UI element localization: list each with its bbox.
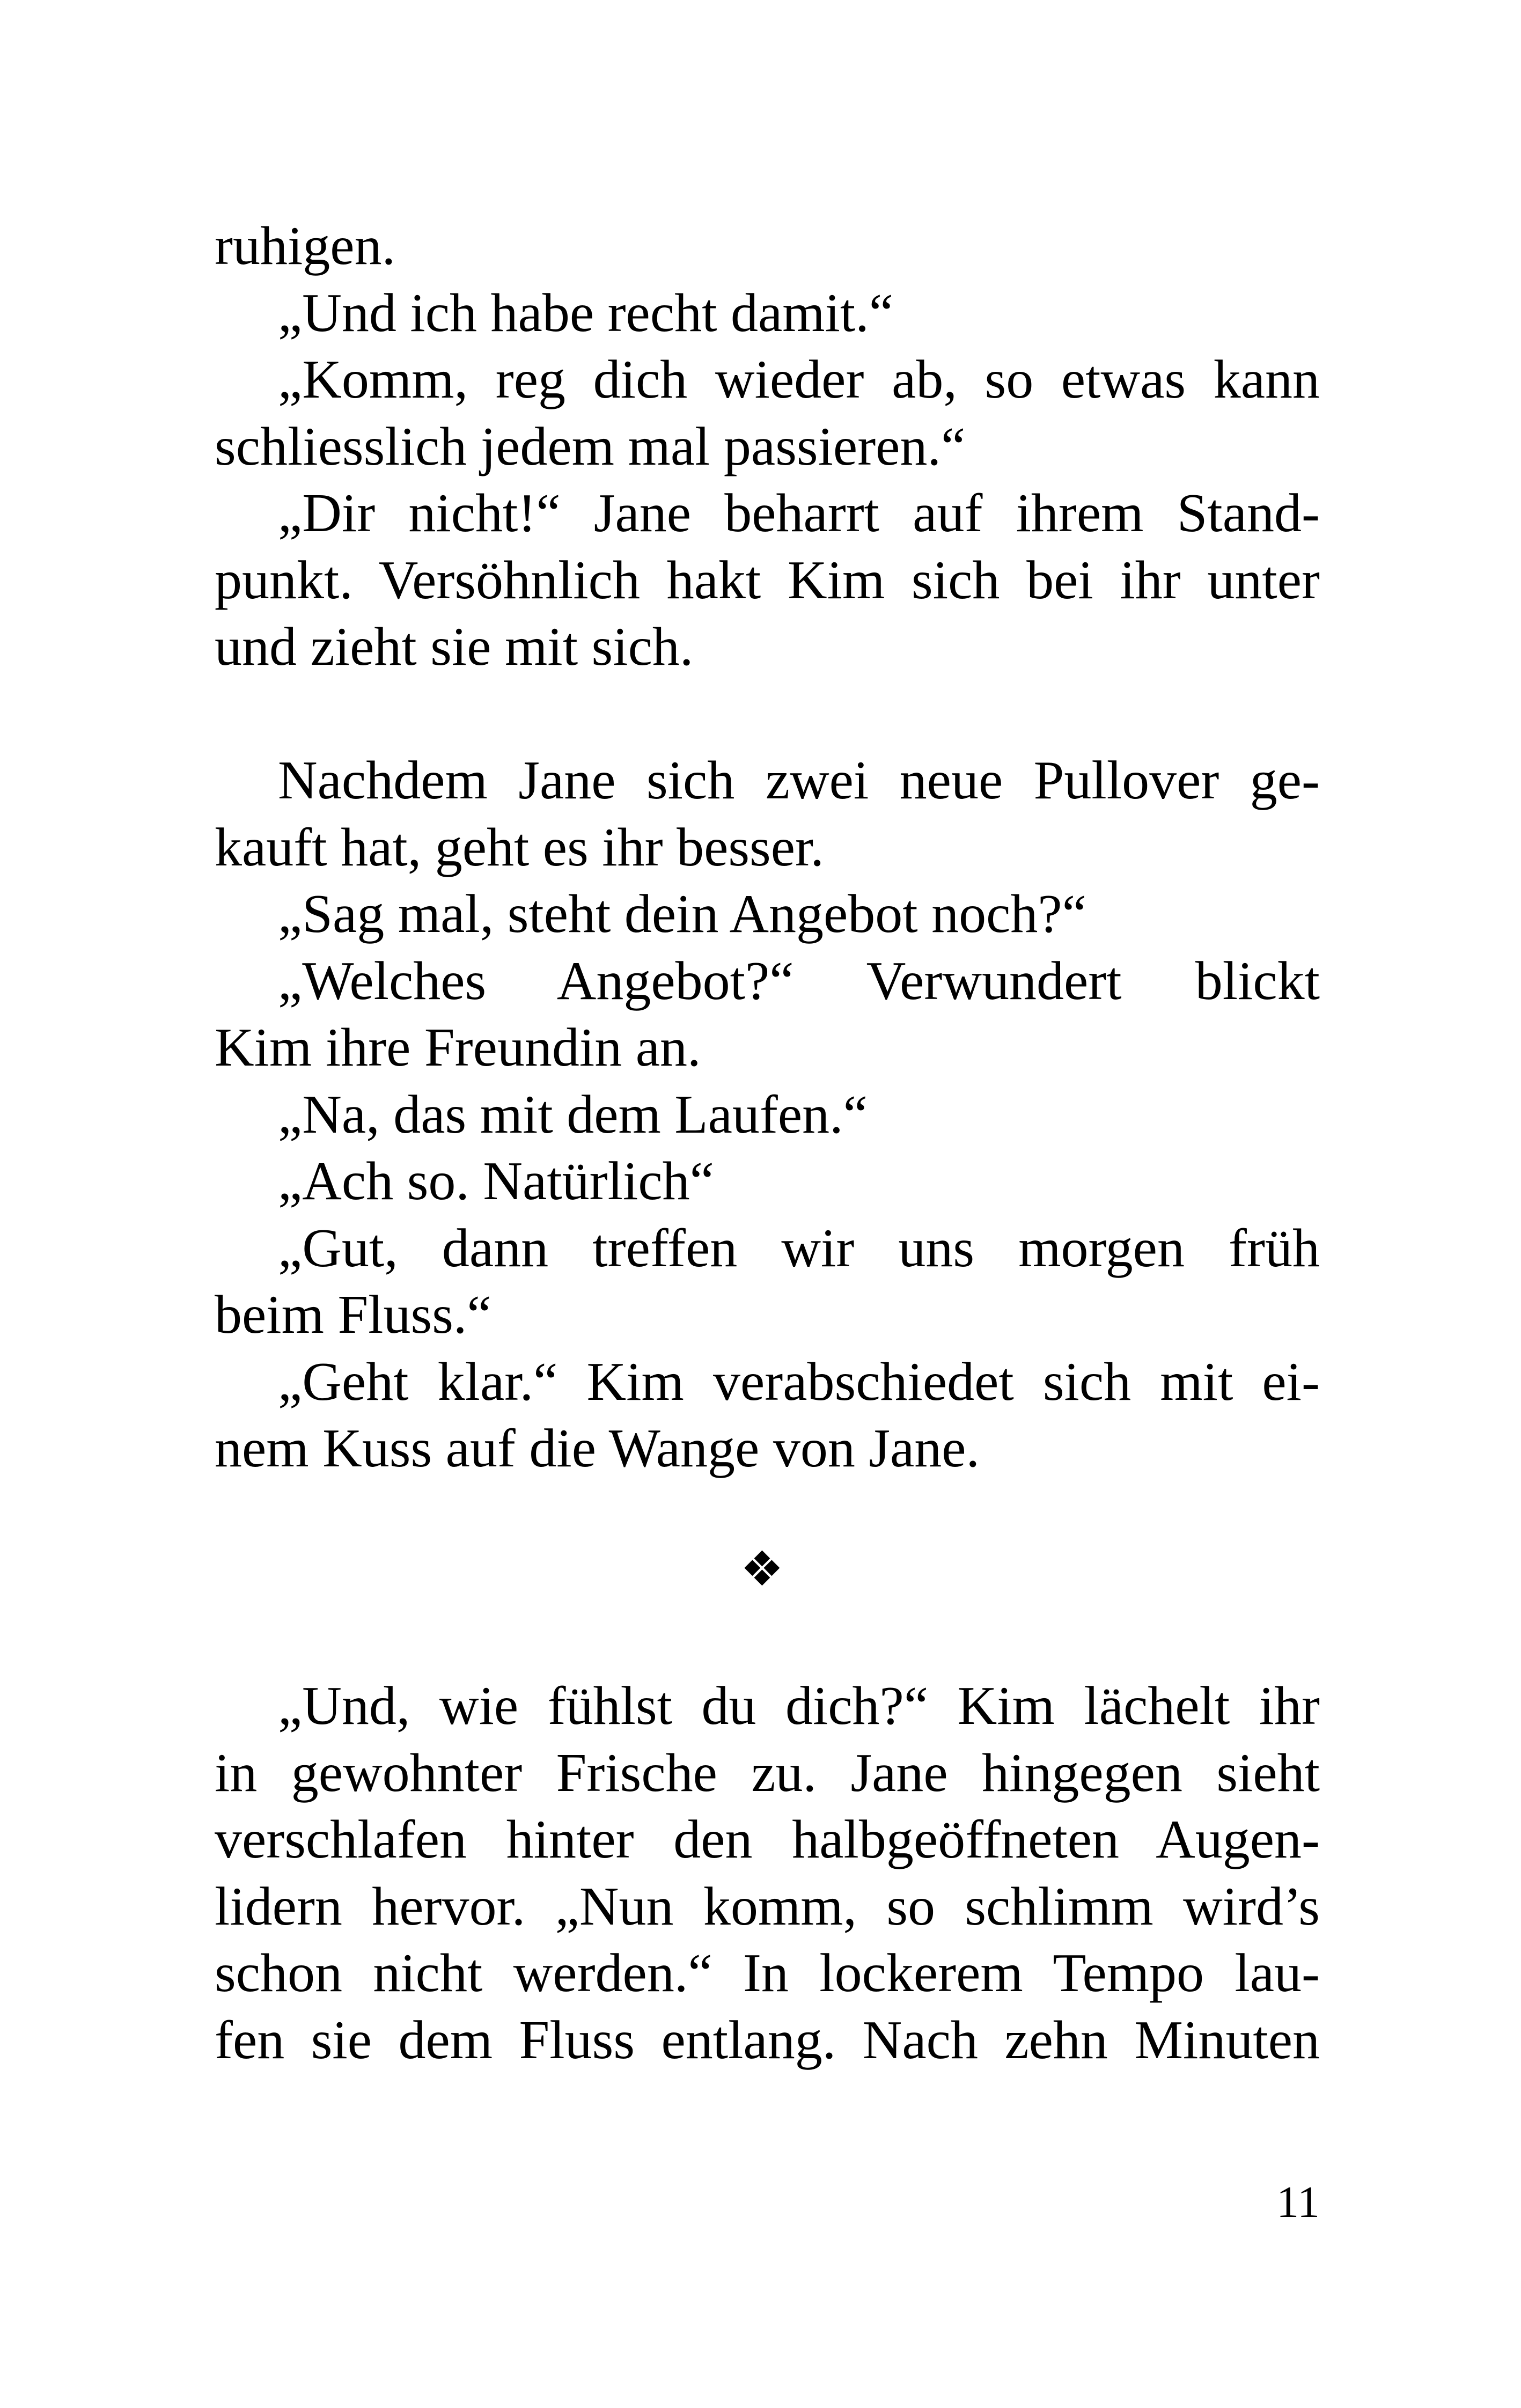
text-line: „Welches Angebot?“ Verwundert blickt — [278, 950, 1320, 1011]
text-line: in gewohnter Frische zu. Jane hingegen sieht — [215, 1742, 1320, 1803]
text-line: fen sie dem Fluss entlang. Nach zehn Minuten — [215, 2009, 1320, 2071]
text-line: „Sag mal, steht dein Angebot noch?“ — [278, 884, 1086, 944]
text-line: ruhigen. — [215, 216, 396, 276]
text-line: schon nicht werden.“ In lockerem Tempo lau- — [215, 1943, 1320, 2003]
section-break-ornament-icon: ❖ — [740, 1541, 784, 1597]
page-number: 11 — [1276, 2177, 1320, 2227]
text-line: verschlafen hinter den halbgeöffneten Augen- — [215, 1809, 1320, 1870]
text-line: Kim ihre Freundin an. — [215, 1017, 701, 1078]
text-line: „Dir nicht!“ Jane beharrt auf ihrem Stand- — [278, 483, 1320, 544]
page-body-text — [215, 213, 1320, 1482]
text-line: „Gut, dann treffen wir uns morgen früh — [278, 1217, 1320, 1279]
text-line: und zieht sie mit sich. — [215, 616, 694, 677]
page-body-text-continued — [215, 1673, 1320, 2074]
paragraph-group-2 — [215, 747, 1320, 1482]
text-line: punkt. Versöhnlich hakt Kim sich bei ihr unter — [215, 549, 1320, 611]
text-line: kauft hat, geht es ihr besser. — [215, 817, 824, 878]
paragraph-group-3 — [215, 1673, 1320, 2074]
text-line: lidern hervor. „Nun komm, so schlimm wird’s — [215, 1876, 1320, 1937]
text-line: „Geht klar.“ Kim verabschiedet sich mit ei- — [278, 1351, 1320, 1412]
text-line: „Ach so. Natürlich“ — [278, 1151, 714, 1212]
text-line: „Und ich habe recht damit.“ — [278, 282, 894, 343]
text-line: „Und, wie fühlst du dich?“ Kim lächelt ihr — [278, 1676, 1320, 1736]
text-line: nem Kuss auf die Wange von Jane. — [215, 1418, 980, 1479]
blank-line — [215, 681, 1320, 748]
text-line: beim Fluss.“ — [215, 1284, 491, 1345]
text-line: „Na, das mit dem Laufen.“ — [278, 1084, 868, 1145]
paragraph-group-1 — [215, 213, 1320, 681]
text-line: „Komm, reg dich wieder ab, so etwas kann — [278, 349, 1320, 410]
text-line: Nachdem Jane sich zwei neue Pullover ge- — [278, 750, 1320, 811]
text-line: schliesslich jedem mal passieren.“ — [215, 416, 966, 477]
